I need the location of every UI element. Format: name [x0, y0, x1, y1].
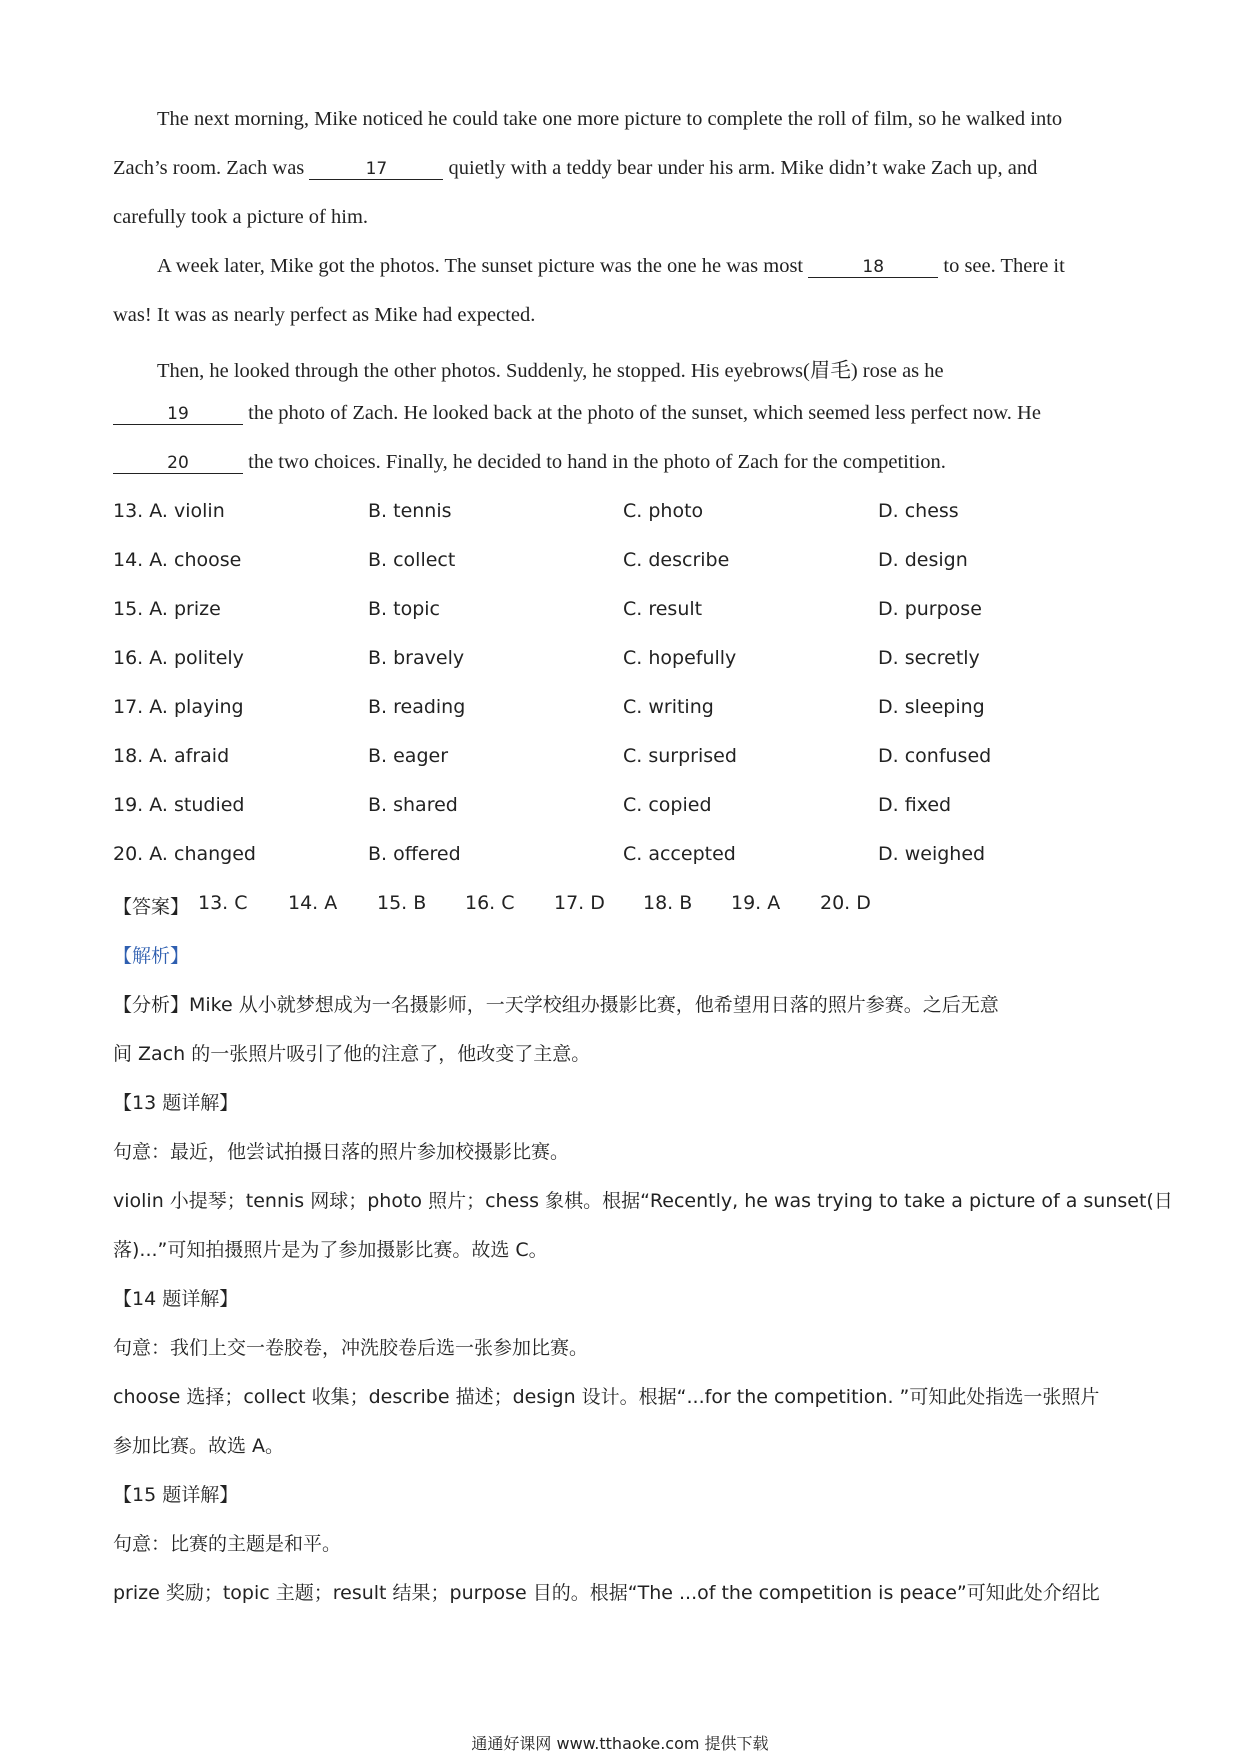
passage-text: the photo of Zach. He looked back at the photo of the sunset, which seemed less perfect now. He — [248, 402, 1041, 424]
option-c: C. accepted — [623, 843, 736, 865]
page-footer: 通通好课网 www.tthaoke.com 提供下载 — [471, 1734, 769, 1753]
passage-text: the two choices. Finally, he decided to hand in the photo of Zach for the competition. — [248, 451, 946, 473]
answer-item: 14. A — [288, 892, 338, 914]
option-d: D. chess — [878, 500, 959, 522]
answer-item: 18. B — [643, 892, 693, 914]
answer-row — [0, 892, 1240, 922]
option-d: D. weighed — [878, 843, 986, 865]
question-13-heading: 【13 题详解】 — [113, 1092, 239, 1114]
options-row — [0, 549, 1240, 579]
option-b: B. eager — [368, 745, 449, 767]
options-row — [0, 500, 1240, 530]
question-15-heading: 【15 题详解】 — [113, 1484, 239, 1506]
analysis-line: violin 小提琴；tennis 网球；photo 照片；chess 象棋。根据“Recently, he was trying to take a picture of a sunset(日 — [113, 1190, 1173, 1212]
option-a: 19. A. studied — [113, 794, 245, 816]
analysis-line: 参加比赛。故选 A。 — [113, 1435, 285, 1457]
answer-item: 15. B — [377, 892, 427, 914]
passage-text: Zach’s room. Zach was — [113, 157, 305, 179]
option-c: C. result — [623, 598, 703, 620]
option-c: C. hopefully — [623, 647, 737, 669]
analysis-label: 【解析】 — [113, 945, 190, 967]
option-d: D. sleeping — [878, 696, 985, 718]
option-c: C. photo — [623, 500, 704, 522]
option-a: 13. A. violin — [113, 500, 225, 522]
options-row — [0, 794, 1240, 824]
passage-line — [113, 451, 946, 474]
analysis-line: 落)...”可知拍摄照片是为了参加摄影比赛。故选 C。 — [113, 1239, 548, 1261]
blank-19: 19 — [113, 404, 243, 425]
passage-line: Then, he looked through the other photos. Suddenly, he stopped. His eyebrows(眉毛) rose as he — [157, 360, 944, 382]
analysis-line: 间 Zach 的一张照片吸引了他的注意了，他改变了主意。 — [113, 1043, 591, 1065]
option-b: B. tennis — [368, 500, 452, 522]
passage-line: carefully took a picture of him. — [113, 206, 369, 228]
answer-label: 【答案】 — [113, 896, 190, 918]
option-b: B. shared — [368, 794, 458, 816]
option-b: B. reading — [368, 696, 466, 718]
option-b: B. bravely — [368, 647, 465, 669]
analysis-line: 句意：最近，他尝试拍摄日落的照片参加校摄影比赛。 — [113, 1141, 570, 1163]
passage-line — [113, 402, 1041, 425]
blank-18: 18 — [808, 257, 938, 278]
option-d: D. design — [878, 549, 968, 571]
option-a: 16. A. politely — [113, 647, 244, 669]
option-c: C. describe — [623, 549, 730, 571]
option-a: 15. A. prize — [113, 598, 221, 620]
options-row — [0, 598, 1240, 628]
analysis-line: 句意：比赛的主题是和平。 — [113, 1533, 342, 1555]
passage-line — [157, 255, 1065, 278]
options-row — [0, 843, 1240, 873]
option-a: 20. A. changed — [113, 843, 256, 865]
answer-item: 13. C — [198, 892, 248, 914]
question-14-heading: 【14 题详解】 — [113, 1288, 239, 1310]
option-b: B. topic — [368, 598, 440, 620]
passage-text: to see. There it — [943, 255, 1065, 277]
passage-text: A week later, Mike got the photos. The sunset picture was the one he was most — [157, 255, 804, 277]
option-b: B. offered — [368, 843, 461, 865]
analysis-line: prize 奖励；topic 主题；result 结果；purpose 目的。根据“The ...of the competition is peace”可知此处介绍比 — [113, 1582, 1100, 1604]
option-d: D. purpose — [878, 598, 982, 620]
analysis-line: 句意：我们上交一卷胶卷，冲洗胶卷后选一张参加比赛。 — [113, 1337, 589, 1359]
options-row — [0, 696, 1240, 726]
blank-17: 17 — [309, 159, 443, 180]
passage-line: The next morning, Mike noticed he could take one more picture to complete the roll of film, so he walked into — [157, 108, 1063, 130]
option-d: D. fixed — [878, 794, 952, 816]
options-row — [0, 745, 1240, 775]
options-row — [0, 647, 1240, 677]
option-c: C. copied — [623, 794, 712, 816]
analysis-line: 【分析】Mike 从小就梦想成为一名摄影师，一天学校组办摄影比赛，他希望用日落的照片参赛。之后无意 — [113, 994, 999, 1016]
passage-line — [113, 157, 1037, 180]
option-a: 17. A. playing — [113, 696, 244, 718]
option-c: C. writing — [623, 696, 714, 718]
analysis-line: choose 选择；collect 收集；describe 描述；design 设计。根据“...for the competition. ”可知此处指选一张照片 — [113, 1386, 1100, 1408]
option-a: 14. A. choose — [113, 549, 242, 571]
answer-item: 16. C — [465, 892, 515, 914]
option-b: B. collect — [368, 549, 456, 571]
option-d: D. secretly — [878, 647, 980, 669]
option-d: D. confused — [878, 745, 992, 767]
answer-item: 20. D — [820, 892, 871, 914]
answer-item: 19. A — [731, 892, 781, 914]
blank-20: 20 — [113, 453, 243, 474]
passage-text: quietly with a teddy bear under his arm. Mike didn’t wake Zach up, and — [448, 157, 1038, 179]
option-a: 18. A. afraid — [113, 745, 230, 767]
passage-line: was! It was as nearly perfect as Mike had expected. — [113, 304, 536, 326]
option-c: C. surprised — [623, 745, 737, 767]
answer-item: 17. D — [554, 892, 605, 914]
